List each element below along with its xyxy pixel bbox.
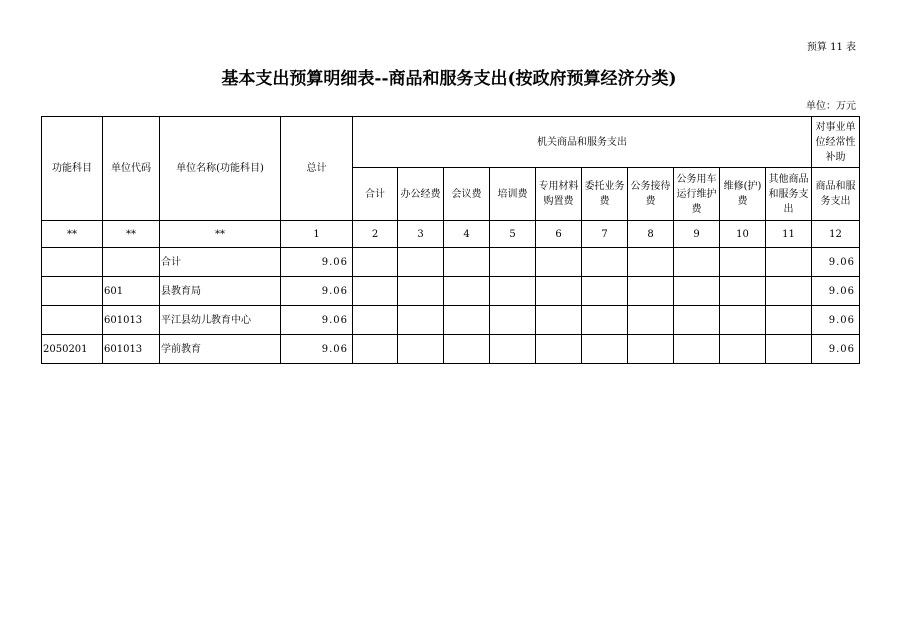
header-group-subsidy: 对事业单位经常性补助: [812, 117, 860, 168]
func-subject-cell: [42, 306, 103, 335]
index-cell: 10: [720, 221, 766, 248]
header-unit-code: 单位代码: [103, 117, 160, 221]
index-cell: 5: [490, 221, 536, 248]
index-cell: 9: [674, 221, 720, 248]
func-subject-cell: [42, 277, 103, 306]
header-sub-goods-services: 商品和服务支出: [812, 168, 860, 221]
unit-name-cell: 平江县幼儿教育中心: [160, 306, 281, 335]
empty-cell: [582, 335, 628, 364]
empty-cell: [582, 248, 628, 277]
index-cell: 11: [766, 221, 812, 248]
unit-label: 单位：万元: [806, 101, 856, 112]
empty-cell: [353, 277, 398, 306]
table-row: [42, 335, 860, 364]
empty-cell: [766, 248, 812, 277]
total-cell: 9.06: [281, 248, 353, 277]
empty-cell: [766, 306, 812, 335]
empty-cell: [398, 277, 444, 306]
empty-cell: [398, 335, 444, 364]
empty-cell: [444, 306, 490, 335]
empty-cell: [490, 335, 536, 364]
index-cell: **: [160, 221, 281, 248]
header-group-agency: 机关商品和服务支出: [353, 117, 812, 168]
total-cell: 9.06: [281, 335, 353, 364]
empty-cell: [398, 306, 444, 335]
unit-code-cell: 601: [103, 277, 160, 306]
empty-cell: [720, 335, 766, 364]
index-cell: **: [103, 221, 160, 248]
index-cell: 6: [536, 221, 582, 248]
table-row: [42, 248, 860, 277]
empty-cell: [720, 248, 766, 277]
empty-cell: [766, 277, 812, 306]
header-unit-name: 单位名称(功能科目): [160, 117, 281, 221]
goods-services-cell: 9.06: [812, 277, 860, 306]
index-cell: 2: [353, 221, 398, 248]
unit-code-cell: 601013: [103, 306, 160, 335]
budget-table: [41, 116, 860, 364]
empty-cell: [628, 335, 674, 364]
empty-cell: [766, 335, 812, 364]
empty-cell: [674, 306, 720, 335]
header-sub-vehicle: 公务用车运行维护费: [674, 168, 720, 221]
header-sub-total: 合计: [353, 168, 398, 221]
empty-cell: [582, 306, 628, 335]
empty-cell: [720, 277, 766, 306]
header-sub-materials: 专用材料购置费: [536, 168, 582, 221]
table-row: [42, 277, 860, 306]
func-subject-cell: [42, 248, 103, 277]
total-cell: 9.06: [281, 306, 353, 335]
header-func-subject: 功能科目: [42, 117, 103, 221]
index-cell: 12: [812, 221, 860, 248]
header-sub-repair: 维修(护)费: [720, 168, 766, 221]
empty-cell: [398, 248, 444, 277]
unit-name-cell: 县教育局: [160, 277, 281, 306]
header-total: 总计: [281, 117, 353, 221]
empty-cell: [628, 306, 674, 335]
empty-cell: [353, 306, 398, 335]
empty-cell: [674, 277, 720, 306]
index-cell: **: [42, 221, 103, 248]
empty-cell: [353, 248, 398, 277]
header-sub-training: 培训费: [490, 168, 536, 221]
func-subject-cell: 2050201: [42, 335, 103, 364]
index-cell: 3: [398, 221, 444, 248]
page-title: 基本支出预算明细表--商品和服务支出(按政府预算经济分类): [221, 69, 677, 89]
empty-cell: [536, 277, 582, 306]
empty-cell: [353, 335, 398, 364]
empty-cell: [536, 248, 582, 277]
empty-cell: [628, 248, 674, 277]
empty-cell: [444, 277, 490, 306]
header-sub-meeting: 会议费: [444, 168, 490, 221]
total-cell: 9.06: [281, 277, 353, 306]
unit-code-cell: 601013: [103, 335, 160, 364]
table-row: [42, 306, 860, 335]
index-row: [42, 221, 860, 248]
header-sub-commission: 委托业务费: [582, 168, 628, 221]
goods-services-cell: 9.06: [812, 306, 860, 335]
empty-cell: [674, 248, 720, 277]
empty-cell: [582, 277, 628, 306]
empty-cell: [444, 335, 490, 364]
empty-cell: [490, 306, 536, 335]
goods-services-cell: 9.06: [812, 248, 860, 277]
header-sub-office: 办公经费: [398, 168, 444, 221]
unit-name-cell: 合计: [160, 248, 281, 277]
index-cell: 4: [444, 221, 490, 248]
empty-cell: [536, 335, 582, 364]
unit-name-cell: 学前教育: [160, 335, 281, 364]
header-sub-other: 其他商品和服务支出: [766, 168, 812, 221]
empty-cell: [674, 335, 720, 364]
index-cell: 7: [582, 221, 628, 248]
index-cell: 1: [281, 221, 353, 248]
empty-cell: [444, 248, 490, 277]
unit-code-cell: [103, 248, 160, 277]
empty-cell: [490, 277, 536, 306]
page-number: 预算 11 表: [806, 42, 856, 53]
header-row-1: [42, 117, 860, 168]
header-sub-reception: 公务接待费: [628, 168, 674, 221]
empty-cell: [628, 277, 674, 306]
empty-cell: [536, 306, 582, 335]
goods-services-cell: 9.06: [812, 335, 860, 364]
empty-cell: [720, 306, 766, 335]
empty-cell: [490, 248, 536, 277]
index-cell: 8: [628, 221, 674, 248]
